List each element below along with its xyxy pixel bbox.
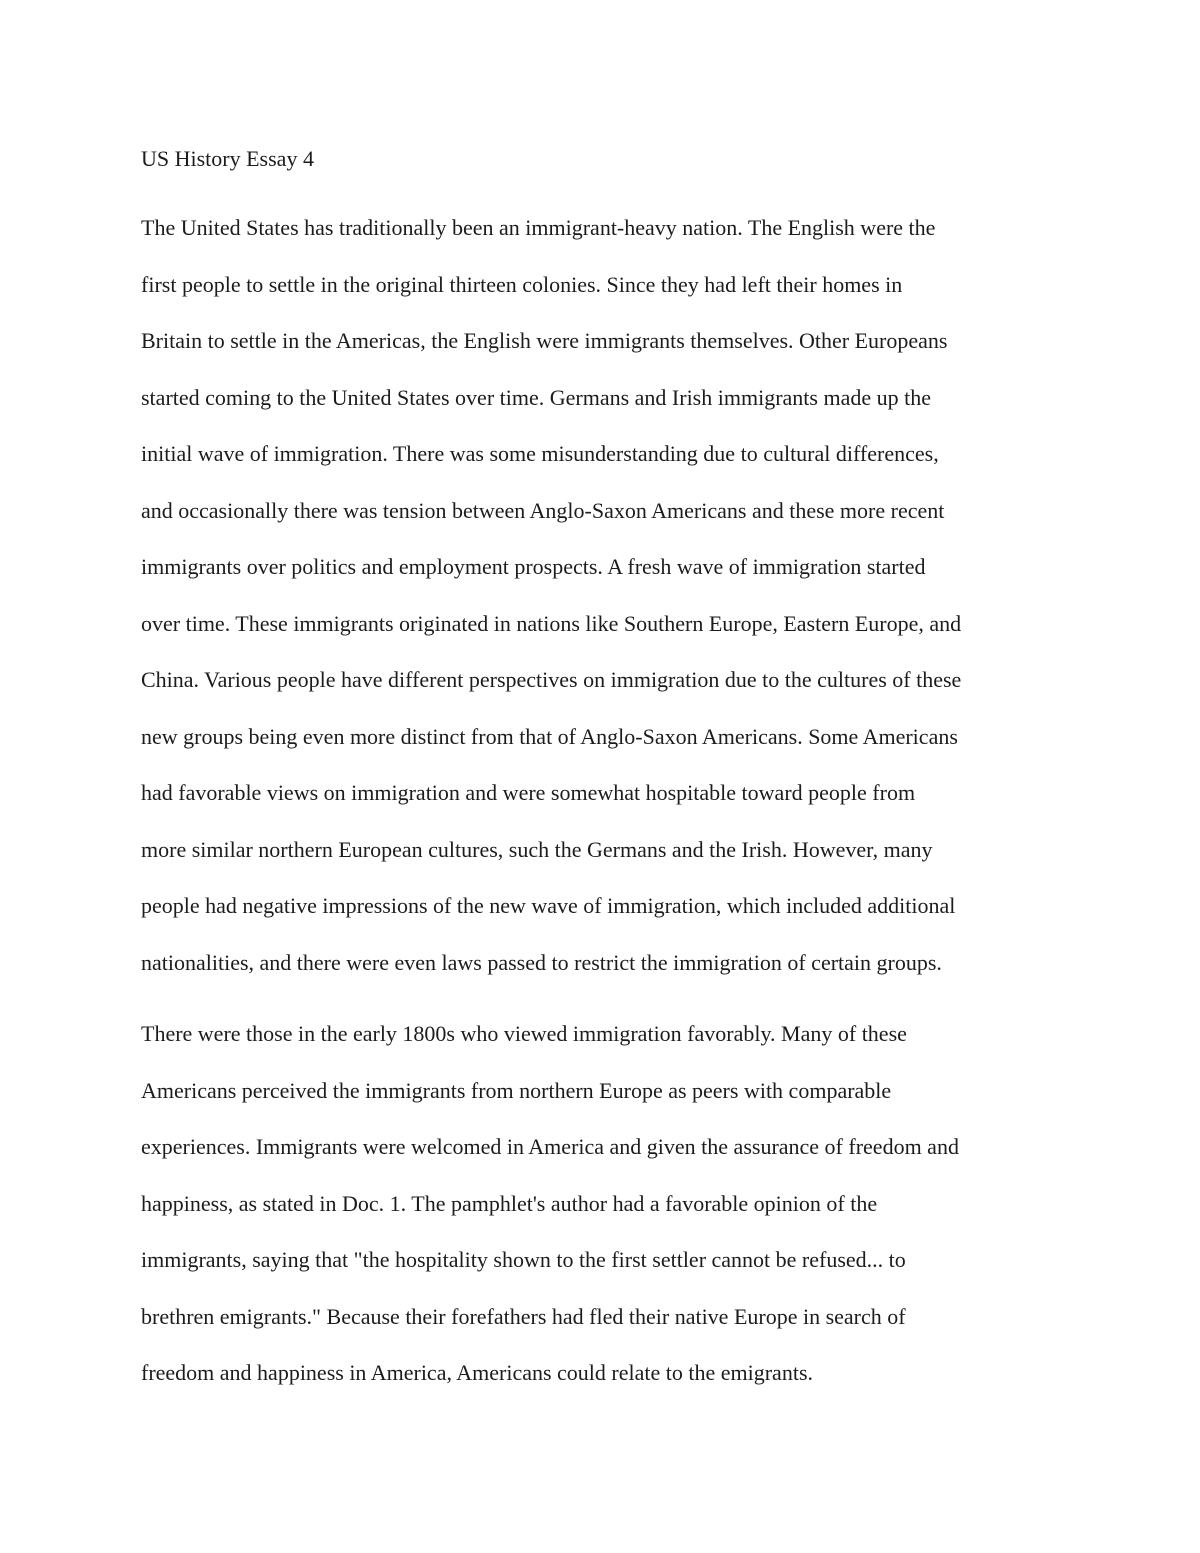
text-line: first people to settle in the original thirteen colonies. Since they had left their homes in bbox=[141, 271, 903, 297]
text-line: over time. These immigrants originated in nations like Southern Europe, Eastern Europe, and bbox=[141, 610, 962, 636]
text-line: immigrants over politics and employment prospects. A fresh wave of immigration started bbox=[141, 554, 926, 579]
text-line: new groups being even more distinct from that of Anglo-Saxon Americans. Some Americans bbox=[141, 723, 958, 749]
text-line: and occasionally there was tension between Anglo-Saxon Americans and these more recent bbox=[141, 497, 945, 523]
text-line: had favorable views on immigration and were somewhat hospitable toward people from bbox=[141, 780, 916, 805]
text-line: experiences. Immigrants were welcomed in America and given the assurance of freedom and bbox=[141, 1134, 959, 1159]
text-line: China. Various people have different perspectives on immigration due to the cultures of these bbox=[141, 667, 962, 692]
text-line: Americans perceived the immigrants from northern Europe as peers with comparable bbox=[141, 1077, 892, 1103]
text-line: Britain to settle in the Americas, the English were immigrants themselves. Other Europeans bbox=[141, 328, 948, 353]
text-line: The United States has traditionally been an immigrant-heavy nation. The English were the bbox=[141, 215, 936, 240]
paragraph-2 bbox=[141, 1018, 959, 1414]
text-line: people had negative impressions of the new wave of immigration, which included additional bbox=[141, 893, 956, 918]
text-line: initial wave of immigration. There was some misunderstanding due to cultural differences, bbox=[141, 441, 939, 466]
text-line: started coming to the United States over time. Germans and Irish immigrants made up the bbox=[141, 384, 931, 410]
text-line: more similar northern European cultures, such the Germans and the Irish. However, many bbox=[141, 836, 933, 862]
text-line: nationalities, and there were even laws passed to restrict the immigration of certain groups. bbox=[141, 949, 942, 975]
paragraph-1 bbox=[141, 212, 961, 1003]
text-line: brethren emigrants." Because their forefathers had fled their native Europe in search of bbox=[141, 1303, 906, 1329]
text-line: There were those in the early 1800s who viewed immigration favorably. Many of these bbox=[141, 1021, 907, 1046]
text-line: immigrants, saying that "the hospitality shown to the first settler cannot be refused... to bbox=[141, 1247, 906, 1272]
text-line: freedom and happiness in America, Americans could relate to the emigrants. bbox=[141, 1360, 813, 1385]
text-line: happiness, as stated in Doc. 1. The pamphlet's author had a favorable opinion of the bbox=[141, 1190, 878, 1216]
document-title: US History Essay 4 bbox=[141, 146, 314, 171]
